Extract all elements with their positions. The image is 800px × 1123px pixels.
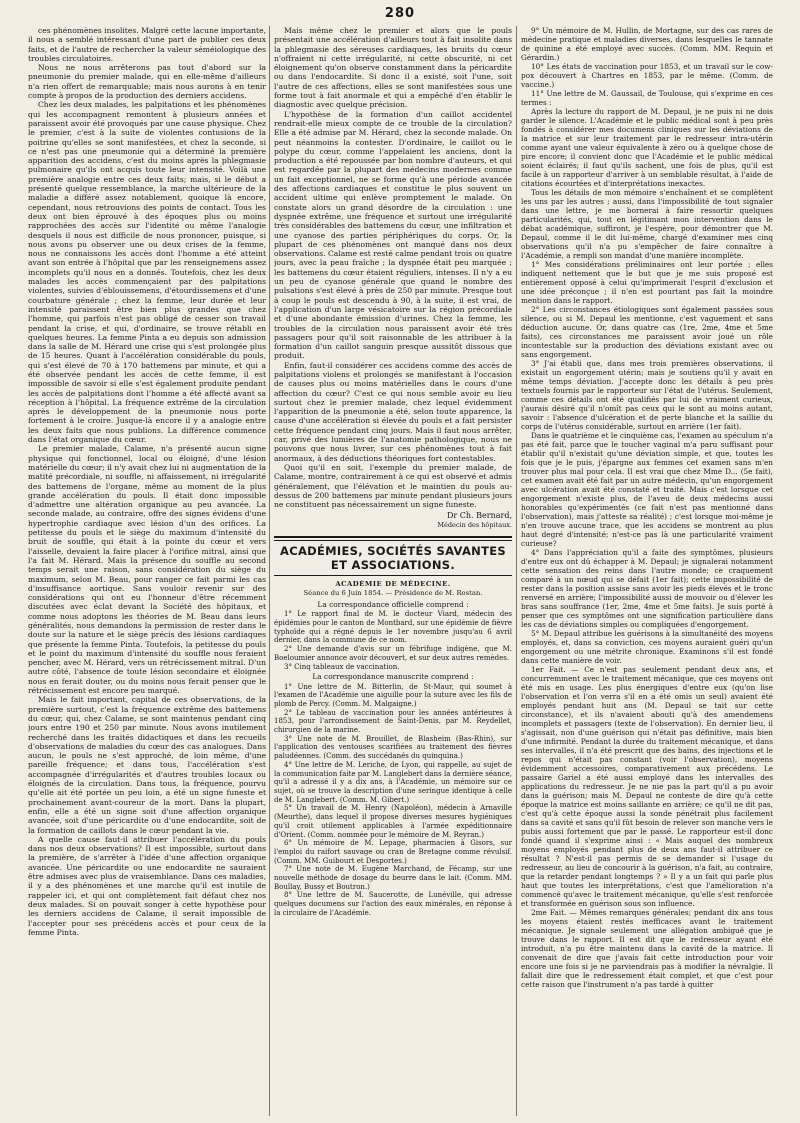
- list-item: 1° Une lettre de M. Bitterlin, de St-Maur, qui soumet à l'examen de l'Académie une aiguille pour la suture avec les fils de plomb de Percy. (Comm. M. Malgaigne.): [274, 682, 512, 708]
- paragraph: Chez les deux malades, les palpitations et les phénomènes qui les accompagnent remontent à plusieurs années et paraissent avoir été provoqués par une cause physique. Chez le premier, c'est à la suite de violentes contusions de la poitrine qu'elles se sont manifestées, et chez la seconde, si ce n'est pas une pneumonie qui a déterminé la première apparition des accidens, c'est du moins après la phlegmasie pulmonaire qu'ils ont acquis toute leur intensité. Voilà une première analogie entre ces deux faits; mais, si le début a présenté quelque ressemblance, la marche ultérieure de la maladie a différé assez notablement, quoique là encore, cependant, nous retrouvions des points de contact. Tous les deux ont bien éprouvé à des époques plus ou moins rapprochées des accès sur l'identité ou même l'analogie desquels il nous est difficile de nous prononcer, puisque, si nous avons pu observer une ou deux crises de la femme, nous ne connaissons les accès dont l'homme a été atteint avant son entrée à l'hôpital que par les renseignemens assez incomplets qu'il nous en a donnés. Toutefois, chez les deux malades les accès commençaient par des palpitations violentes, suivies d'éblouissemens, d'étourdissemens et d'une courbature générale ; chez la femme, leur durée et leur intensité paraissent être bien plus grandes que chez l'homme, qui parfois n'est pas obligé de cesser son travail pendant la crise, et qui, d'ordinaire, se trouve rétabli en quelques heures. La femme Pinta a eu depuis son admission dans la salle de M. Hérard une crise qui s'est prolongée plus de 15 heures. Quant à l'accélération considérable du pouls, qui s'est élevé de 70 à 170 battemens par minute, et qui a été observée pendant les accès de cette femme, il est impossible de savoir si elle s'est également produite pendant les accès de palpitations dont l'homme a été affecté avant sa réception à l'hôpital. La fréquence extrême de la circulation après le développement de la pneumonie nous porte fortement à le croire. Jusque-là encore il y a analogie entre les deux faits que nous publions. La différence commence dans l'état organique du cœur.: [28, 100, 266, 445]
- column-left: [28, 26, 266, 1118]
- list-item: 5° Un travail de M. Henry (Napoléon), médecin à Arnaville (Meurthe), dans lequel il propose diverses mesures hygiéniques qu'il croit utilement applicables à l'armée expéditionnaire d'Orient. (Comm. nommée pour le mémoire de M. Reyran.): [274, 804, 512, 839]
- paragraph: Dans le quatrième et le cinquième cas, l'examen au spéculum n'a pas été fait, parce que le toucher vaginal m'a paru suffisant pour établir qu'il n'existait qu'une déviation simple, et que, toutes les fois que je le puis, j'épargne aux femmes cet examen sans m'en trouver plus mal pour cela. Il est vrai que chez Mme D... (5e fait), cet examen avait été fait par un autre médecin, qu'un engorgement avec ulcération avait été constaté et traité. Mais c'est lorsque cet engorgement n'existe plus, de l'aveu de deux médecins aussi honorables qu'expérimentés (ce fait n'est pas mentionné dans l'observation), mais j'atteste sa réalité) ; c'est lorsque moi-même je n'en trouve aucune trace, que les accidens se montrent au plus haut degré d'intensité; n'est-ce pas là une particularité vraiment curieuse?: [521, 431, 773, 548]
- list-item: 4° Une lettre de M. Leriche, de Lyon, qui rappelle, au sujet de la communication faite par M. Langlebert dans la dernière séance, qu'il a adressé il y a dix ans, à l'Académie, un mémoire sur ce sujet, où se trouve la description d'une seringue identique à celle de M. Langlebert. (Comm. M. Gibert.): [274, 760, 512, 804]
- paragraph: 1er Fait. — Ce n'est pas seulement pendant deux ans, et concurremment avec le traitement mécanique, que ces moyens ont été mis en usage. Les plus énergiques d'entre eux (qu'on lise l'observation et l'on verra s'il en a été omis un seul) avaient été employés pendant huit ans (M. Depaul se tait sur cette circonstance), et ils n'avaient abouti qu'à des amendemens incomplets et passagers (texte de l'observation). En dernier lieu, il s'agissait, non d'une guérison qui n'était pas définitive, mais bien d'une infirmité. Pendant la durée du traitement mécanique, et dans ses intervalles, il n'a été prescrit que des bains, des injections et le repos qui n'était pas constant (voir l'observation), moyens évidemment accessoires, comparativement aux précédens. Le passaire Gariel a été aussi employé dans les intervalles des applications du redresseur. Je ne nie pas la part qu'il a pu avoir dans la guérison; mais M. Depaul ne conteste de dire qu'à cette époque la matrice est moins saillante en arrière; ce qu'il ne dit pas, c'est qu'à cette époque aussi la sonde pénétrait plus facilement dans sa cavité et sans qu'il fût besoin de relever son manche vers le pubis aussi fortement que par le passé. Le rapporteur est-il donc fondé quand il s'exprime ainsi : « Mais auquel des nombreux moyens employés pendant plus de deux ans faut-il attribuer ce résultat ? N'est-il pas permis de se demander si l'usage du redresseur, au lieu de concourir à la guérison, n'a fait, au contraire, que la retarder pendant longtemps ? » Il y a un fait qui parle plus haut que toutes les interprétations, c'est que l'amélioration n'a commencé qu'avec le traitement mécanique, qu'elle s'est renforcée et transformée en guérison sous son influence.: [521, 665, 773, 908]
- list-item: 7° Une note de M. Eugène Marchand, de Fécamp, sur une nouvelle méthode de dosage du beurre dans le lait. (Comm. MM. Boullay, Bussy et Boutron.): [274, 865, 512, 891]
- section-rule: [274, 575, 512, 576]
- page-number: 280: [384, 6, 416, 21]
- paragraph: 9° Un mémoire de M. Hullin, de Mortagne, sur des cas rares de médecine pratique et maladies diverses, dans lesquelles le tannate de quinine a été employé avec succès. (Comm. MM. Requin et Gérardin.): [521, 26, 773, 62]
- section-rule: [274, 536, 512, 541]
- paragraph: 10° Les états de vaccination pour 1853, et un travail sur le cow-pox découvert à Chartres en 1853, par le même. (Comm. de vaccine.): [521, 62, 773, 89]
- correspondence-heading: La correspondance officielle comprend :: [317, 600, 469, 610]
- paragraph: 2me Fait. — Mêmes remarques générales; pendant dix ans tous les moyens étaient restés inefficaces avant le traitement mécanique. Je signale seulement une allégation ambiguë que je trouve dans le rapport. Il est dit que le redresseur ayant été introduit, n'a pu être maintenu dans la cavité de la matrice. Il convenait de dire que j'avais fait cette introduction pour voir encore une fois si je ne parviendrais pas à modifier la névralgie. Il fallait dire que le redressement était complet, et que c'est pour cette raison que l'instrument n'a pas tardé à quitter: [521, 908, 773, 989]
- paragraph: Après la lecture du rapport de M. Depaul, je ne puis ni ne dois garder le silence. L'Académie et le public médical sont à peu près fondés à considérer mes documens cliniques sur les déviations de la matrice et sur leur traitement par le redresseur intra-utérin comme ayant une valeur équivalente à zéro ou à quelque chose de pire encore; il convient donc que l'Académie et le public médical soient éclairés; il faut qu'ils sachent, une fois de plus, qu'il est facile à un rapporteur d'arriver à un semblable résultat, à l'aide de citations écourtées et d'interprétations inexactes.: [521, 107, 773, 188]
- section-heading: ACADÉMIES, SOCIÉTÉS SAVANTES ET ASSOCIATIONS.: [280, 544, 506, 573]
- session-line: Séance du 6 Juin 1854. — Présidence de M. Rostan.: [303, 589, 483, 598]
- column-divider: [516, 26, 517, 1116]
- academy-name: ACADÉMIE DE MÉDECINE.: [335, 580, 451, 589]
- paragraph: 5° M. Depaul attribue les guérisons à la simultanéité des moyens employés, et, dans sa conviction, ces moyens auraient guéri qu'un engorgement ou une métrite chronique. Examinons s'il est fondé dans cette manière de voir.: [521, 629, 773, 665]
- author-title: Médecin des hôpitaux.: [437, 520, 512, 529]
- list-item: 1° Le rapport final de M. le docteur Viard, médecin des épidémies pour le canton de Montbard, sur une épidémie de fièvre typhoïde qui a régné depuis le 1er novembre jusqu'au 6 avril dernier, dans la commune de ce nom.: [274, 610, 512, 645]
- paragraph: Le premier malade, Calame, n'a présenté aucun signe physique qui fonctionnel, local ou éloigné, d'une lésion matérielle du cœur; il n'y avait chez lui ni augmentation de la matité précordiale, ni souffle, ni affaissement, ni irrégularité des battemens de l'organe, même au moment de la plus grande accélération du pouls. Il était donc impossible d'admettre une altération organique au peu avancée. La seconde malade, au contraire, offre des signes évidens d'une hypertrophie cardiaque avec lésion d'un des orifices. La petitesse du pouls et le siège du maximum d'intensité du bruit de souffle, qui était à la pointe du cœur et vers l'aisselle, devaient la faire placer à l'orifice mitral, ainsi que l'a fait M. Hérard. Mais la présence du souffle au second temps serait une raison, sans considération du siège du maximum, selon M. Beau, pour ranger ce fait parmi les cas d'insuffisance aortique. Sans vouloir revenir sur des considérations qui ont eu l'honneur d'être récemment discutées avec éclat devant la Société des hôpitaux, et comme nous adoptons les théories de M. Beau dans leurs généralités, nous demandons la permission de rester dans le doute sur la nature et le siège précis des lésions cardiaques que présente la femme Pinta. Toutefois, la petitesse du pouls et le point du maximum d'intensité du souffle nous feraient pencher, avec M. Hérard, vers un rétrécissement mitral. D'un autre côté, l'absence de toute lésion secondaire et éloignée nous en ferait douter, ou du moins nous ferait penser que le rétrécissement est encore peu marqué.: [28, 444, 266, 696]
- column-right: [521, 26, 773, 1118]
- list-item: 2° Le tableau de vaccination pour les années antérieures à 1853, pour l'arrondissement de Saint-Denis, par M. Reydellet, chirurgien de la marine.: [274, 708, 512, 735]
- author-signature: Dr Ch. Bernard,: [447, 511, 512, 521]
- correspondence-heading: La correspondance manuscrite comprend :: [312, 672, 474, 682]
- column-middle: [274, 26, 512, 1118]
- paragraph: ces phénomènes insolites. Malgré cette lacune importante, il nous a semblé intéressant d'une part de publier ces deux faits, et de l'autre de rechercher la valeur séméiologique des troubles circulatoires.: [28, 26, 266, 63]
- paragraph: Nous ne nous arrêterons pas tout d'abord sur la pneumonie du premier malade, qui en elle-même d'ailleurs n'a rien offert de remarquable; mais nous aurons à en tenir compte à propos de la production des derniers accidens.: [28, 63, 266, 101]
- list-item: 8° Une lettre de M. Saucerotte, de Lunéville, qui adresse quelques documens sur l'action des eaux minérales, en réponse à la circulaire de l'Académie.: [274, 891, 512, 917]
- paragraph: 3° J'ai établi que, dans mes trois premières observations, il existait un engorgement utérin; mais je soutiens qu'il y avait en même temps déviation. J'accepte donc les détails à peu près textuels fournis par le rapporteur sur l'état de l'utérus. Seulement, comme ces détails ont été qualifiés par lui de vraiment curieux, j'aurais désiré qu'il n'omît pas ceux qui le sont au moins autant, savoir : l'absence d'ulcération et de perte blanche et la saillie du corps de l'utérus considérable, surtout en arrière (1er fait).: [521, 359, 773, 431]
- list-item: 3° Cinq tableaux de vaccination.: [284, 662, 400, 671]
- paragraph: Mais même chez le premier et alors que le pouls présentait une accélération d'ailleurs tout à fait insolite dans la phlegmasie des séreuses cardiaques, les bruits du cœur n'offraient ni cette irrégularité, ni cette obscurité, ni cet éloignement qu'on observe constamment dans la péricardite ou dans l'endocardite. Si donc il a existé, soit l'une, soit l'autre de ces affections, elles se sont manifestées sous une forme tout à fait anormale et qui a empêché d'en établir le diagnostic avec quelque précision.: [274, 26, 512, 110]
- paragraph: Mais le fait important, capital de ces observations, de la première surtout, c'est la fréquence extrême des battemens du cœur, qui, chez Calame, se sont maintenus pendant cinq jours entre 190 et 250 par minute. Nous avons inutilement recherché dans les traités didactiques et dans les recueils d'observations de maladies du cœur des cas analogues. Dans aucun, le pouls ne s'est approché, de loin même, d'une pareille fréquence; et dans tous, l'accélération s'est accompagnée d'irrégularités et d'autres troubles locaux ou éloignés de la circulation. Dans tous, la fréquence, pourvu qu'elle ait été portée un peu loin, a été un signe funeste et prochainement avant-coureur de la mort. Dans la plupart, enfin, elle a été un signe soit d'une affection organique avancée, soit d'une péricardite ou d'une endocardite, soit de la formation de caillots dans le cœur pendant la vie.: [28, 695, 266, 835]
- list-item: 3° Une note de M. Brouillet, de Blasheim (Bas-Rhin), sur l'application des ventouses scarifiées au traitement des fièvres paludéennes. (Comm. des succédanés du quinquina.): [274, 734, 512, 761]
- list-item: 2° Une demande d'avis sur un fébrifuge indigène, que M. Boeloumier annonce avoir découvert, et sur deux autres remèdes.: [274, 645, 512, 662]
- paragraph: 4° Dans l'appréciation qu'il a faite des symptômes, plusieurs d'entre eux ont dû échapper à M. Depaul; je signalerai notamment cette sensation des reins dans l'autre monde; ce craquement comparé à un nœud qui se défait (1er fait); cette impossibilité de rester dans la position assise sans avoir les pieds élevés et le tronc renversé en arrière; l'impossibilité aussi de mouvoir ou d'élever les bras sans souffrance (1er, 2me, 4me et 5me faits). Je suis porté à penser que ces symptômes ont une signification particulière dans les cas de déviations simples ou compliquées d'engorgement.: [521, 548, 773, 629]
- paragraph: 11° Une lettre de M. Gaussail, de Toulouse, qui s'exprime en ces termes :: [521, 89, 773, 107]
- paragraph: L'hypothèse de la formation d'un caillot accidentel rendrait-elle mieux compte de ce trouble de la circulation? Elle a été admise par M. Hérard, chez la seconde malade. On peut néanmoins la contester. D'ordinaire, le caillot ou le polype du cœur, comme l'appelaient les anciens, dont la production a été repoussée par bon nombre d'auteurs, et qui est regardée par la plupart des médecins modernes comme un fait exceptionnel, ne se forme qu'à une période avancée des affections cardiaques et constitue le plus souvent un accident ultime qui enlève promptement le malade. On constate alors un grand désordre de la circulation : une dyspnée extrême, une fréquence et surtout une irrégularité très considérables des battemens du cœur, une infiltration et une cyanose des parties périphériques du corps. Or, la plupart de ces phénomènes ont manqué dans nos deux observations. Calame est resté calme pendant trois ou quatre jours, avec la peau fraîche ; la dyspnée était peu marquée ; les battemens du cœur étaient réguliers, intenses. Il n'y a eu un peu de cyanose générale que quand le nombre des pulsations s'est élevé à près de 250 par minute. Presque tout à coup le pouls est descendu à 90, à la suite, il est vrai, de l'application d'un large vésicatoire sur la région précordiale et d'une abondante émission d'urines. Chez la femme, les troubles de la circulation nous paraissent avoir été très passagers pour qu'il soit raisonnable de les attribuer à la formation d'un caillot sanguin presque aussitôt dissous que produit.: [274, 109, 512, 361]
- paragraph: 1° Mes considérations préliminaires ont leur portée ; elles indiquent nettement que le but que je me suis proposé est entièrement opposé à celui qu'imprimerait l'esprit d'exclusion et une idée préconçue ; il n'en est pourtant pas fait la moindre mention dans le rapport.: [521, 260, 773, 305]
- paragraph: A quelle cause faut-il attribuer l'accélération du pouls dans nos deux observations? Il est impossible, surtout dans la première, de s'arrêter à l'idée d'une affection organique avancée. Une péricardite ou une endocardite ne sauraient être admises avec plus de vraisemblance. Dans ces maladies, il y a des phénomènes et une marche qu'il est inutile de rappeler ici, et qui ont complètement fait défaut chez nos deux malades. Si on pouvait songer à cette hypothèse pour les derniers accidens de Calame, il serait impossible de l'accepter pour ses précédens accès et pour ceux de la femme Pinta.: [28, 834, 266, 937]
- list-item: 6° Un mémoire de M. Lepage, pharmacien à Gisors, sur l'emploi du raifort sauvage ou cran de Bretagne comme révulsif. (Comm. MM. Guibourt et Desportes.): [274, 839, 512, 865]
- paragraph: Enfin, faut-il considérer ces accidens comme des accès de palpitations violens et prolongés se manifestant à l'occasion de causes plus ou moins matérielles dans le cours d'une affection du cœur? C'est ce qui nous semble avoir eu lieu surtout chez le premier malade, chez lequel évidemment l'apparition de la pneumonie a été, selon toute apparence, la cause d'une accélération si élevée du pouls et a fait persister cette fréquence pendant cinq jours. Mais il faut nous arrêter, car, privé des lumières de l'anatomie pathologique, nous ne pouvons que nous livrer, sur ces phénomènes tout à fait anormaux, à des déductions théoriques fort contestables.: [274, 360, 512, 463]
- paragraph: Tous les détails de mon mémoire s'enchaînent et se complètent les uns par les autres ; aussi, dans l'impossibilité de tout signaler dans une lettre, je me bornerai à faire ressortir quelques particularités, qui, tout en légitimant mon intervention dans le débat académique, suffiront, je l'espère, pour démontrer que M. Depaul, comme il le dit lui-même, chargé d'examiner mes cinq observations qu'il n'a pu s'empêcher de faire connaître à l'Académie, a rempli son mandat d'une manière incomplète.: [521, 188, 773, 260]
- paragraph: 2° Les circonstances étiologiques sont également passées sous silence, ou si M. Depaul les mentionne, c'est vaguement et sans déduction aucune. Or, dans quatre cas (1re, 2me, 4me et 5me faits), ces circonstances me paraissent avoir joué un rôle incontestable sur la production des déviations existant avec ou sans engorgement.: [521, 305, 773, 359]
- column-divider: [269, 26, 270, 1116]
- paragraph: Quoi qu'il en soit, l'exemple du premier malade, de Calame, montre, contrairement à ce qui est observé et admis généralement, que l'élévation et le maintien du pouls au-dessus de 200 battemens par minute pendant plusieurs jours ne constituent pas nécessairement un signe funeste.: [274, 462, 512, 510]
